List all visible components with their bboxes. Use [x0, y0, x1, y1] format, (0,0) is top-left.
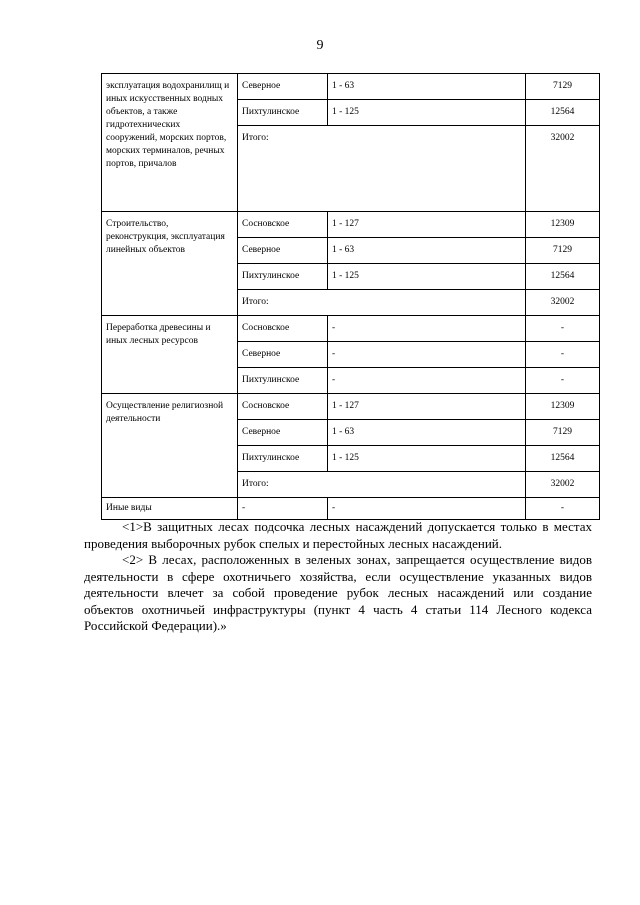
forestry-cell: Пихтулинское [238, 100, 328, 126]
table-row [102, 74, 600, 100]
quarters-cell: - [328, 368, 526, 394]
quarters-cell: 1 - 125 [328, 264, 526, 290]
area-cell: 7129 [526, 74, 600, 100]
activity-cell: эксплуатация водохранилищ и иных искусственных водных объектов, а также гидротехнических сооружений, морских портов, морских терминалов, речных портов, причалов [102, 74, 238, 212]
table-row [102, 394, 600, 420]
area-cell: - [526, 316, 600, 342]
quarters-cell: 1 - 63 [328, 74, 526, 100]
activity-cell: Осуществление религиозной деятельности [102, 394, 238, 498]
area-cell: 12564 [526, 100, 600, 126]
quarters-cell: 1 - 63 [328, 238, 526, 264]
quarters-cell: 1 - 125 [328, 446, 526, 472]
activity-cell: Переработка древесины и иных лесных ресурсов [102, 316, 238, 394]
table-row [102, 316, 600, 342]
forestry-cell: Пихтулинское [238, 446, 328, 472]
forestry-cell: Сосновское [238, 394, 328, 420]
total-value: 32002 [526, 290, 600, 316]
table-row [102, 212, 600, 238]
forestry-cell: Сосновское [238, 316, 328, 342]
page-number: 9 [316, 38, 324, 53]
area-cell: - [526, 368, 600, 394]
area-cell: - [526, 342, 600, 368]
quarters-cell: - [328, 342, 526, 368]
area-cell: 12309 [526, 212, 600, 238]
quarters-cell: 1 - 127 [328, 394, 526, 420]
forestry-cell: Сосновское [238, 212, 328, 238]
table-row [102, 498, 600, 520]
total-label: Итого: [238, 290, 526, 316]
area-cell: 12564 [526, 446, 600, 472]
quarters-cell: - [328, 316, 526, 342]
area-cell: - [526, 498, 600, 520]
total-label: Итого: [238, 472, 526, 498]
footnote-2: <2> В лесах, расположенных в зеленых зонах, запрещается осуществление видов деятельности в сфере охотничьего хозяйства, если осуществление указанных видов деятельности влечет за собой проведение рубок лесных насаждений или создание объектов охотничьей инфраструктуры (пункт 4 часть 4 статьи 114 Лесного кодекса Российской Федерации).» [84, 552, 592, 633]
area-cell: 12564 [526, 264, 600, 290]
total-value: 32002 [526, 126, 600, 212]
quarters-cell: - [328, 498, 526, 520]
total-label: Итого: [238, 126, 526, 212]
total-value: 32002 [526, 472, 600, 498]
forestry-cell: Северное [238, 74, 328, 100]
footnote-1: <1>В защитных лесах подсочка лесных насаждений допускается только в местах проведения выборочных рубок спелых и перестойных лесных насаждений. [84, 519, 592, 551]
quarters-cell: 1 - 63 [328, 420, 526, 446]
activity-cell: Иные виды [102, 498, 238, 520]
forestry-cell: Пихтулинское [238, 264, 328, 290]
quarters-cell: 1 - 125 [328, 100, 526, 126]
activity-cell: Строительство, реконструкция, эксплуатация линейных объектов [102, 212, 238, 316]
forestry-cell: Северное [238, 238, 328, 264]
quarters-cell: 1 - 127 [328, 212, 526, 238]
area-cell: 12309 [526, 394, 600, 420]
area-cell: 7129 [526, 238, 600, 264]
forestry-cell: Северное [238, 420, 328, 446]
forestry-cell: Пихтулинское [238, 368, 328, 394]
forestry-cell: Северное [238, 342, 328, 368]
area-cell: 7129 [526, 420, 600, 446]
footnotes [84, 519, 592, 635]
forestry-cell: - [238, 498, 328, 520]
forest-use-table [101, 73, 600, 520]
